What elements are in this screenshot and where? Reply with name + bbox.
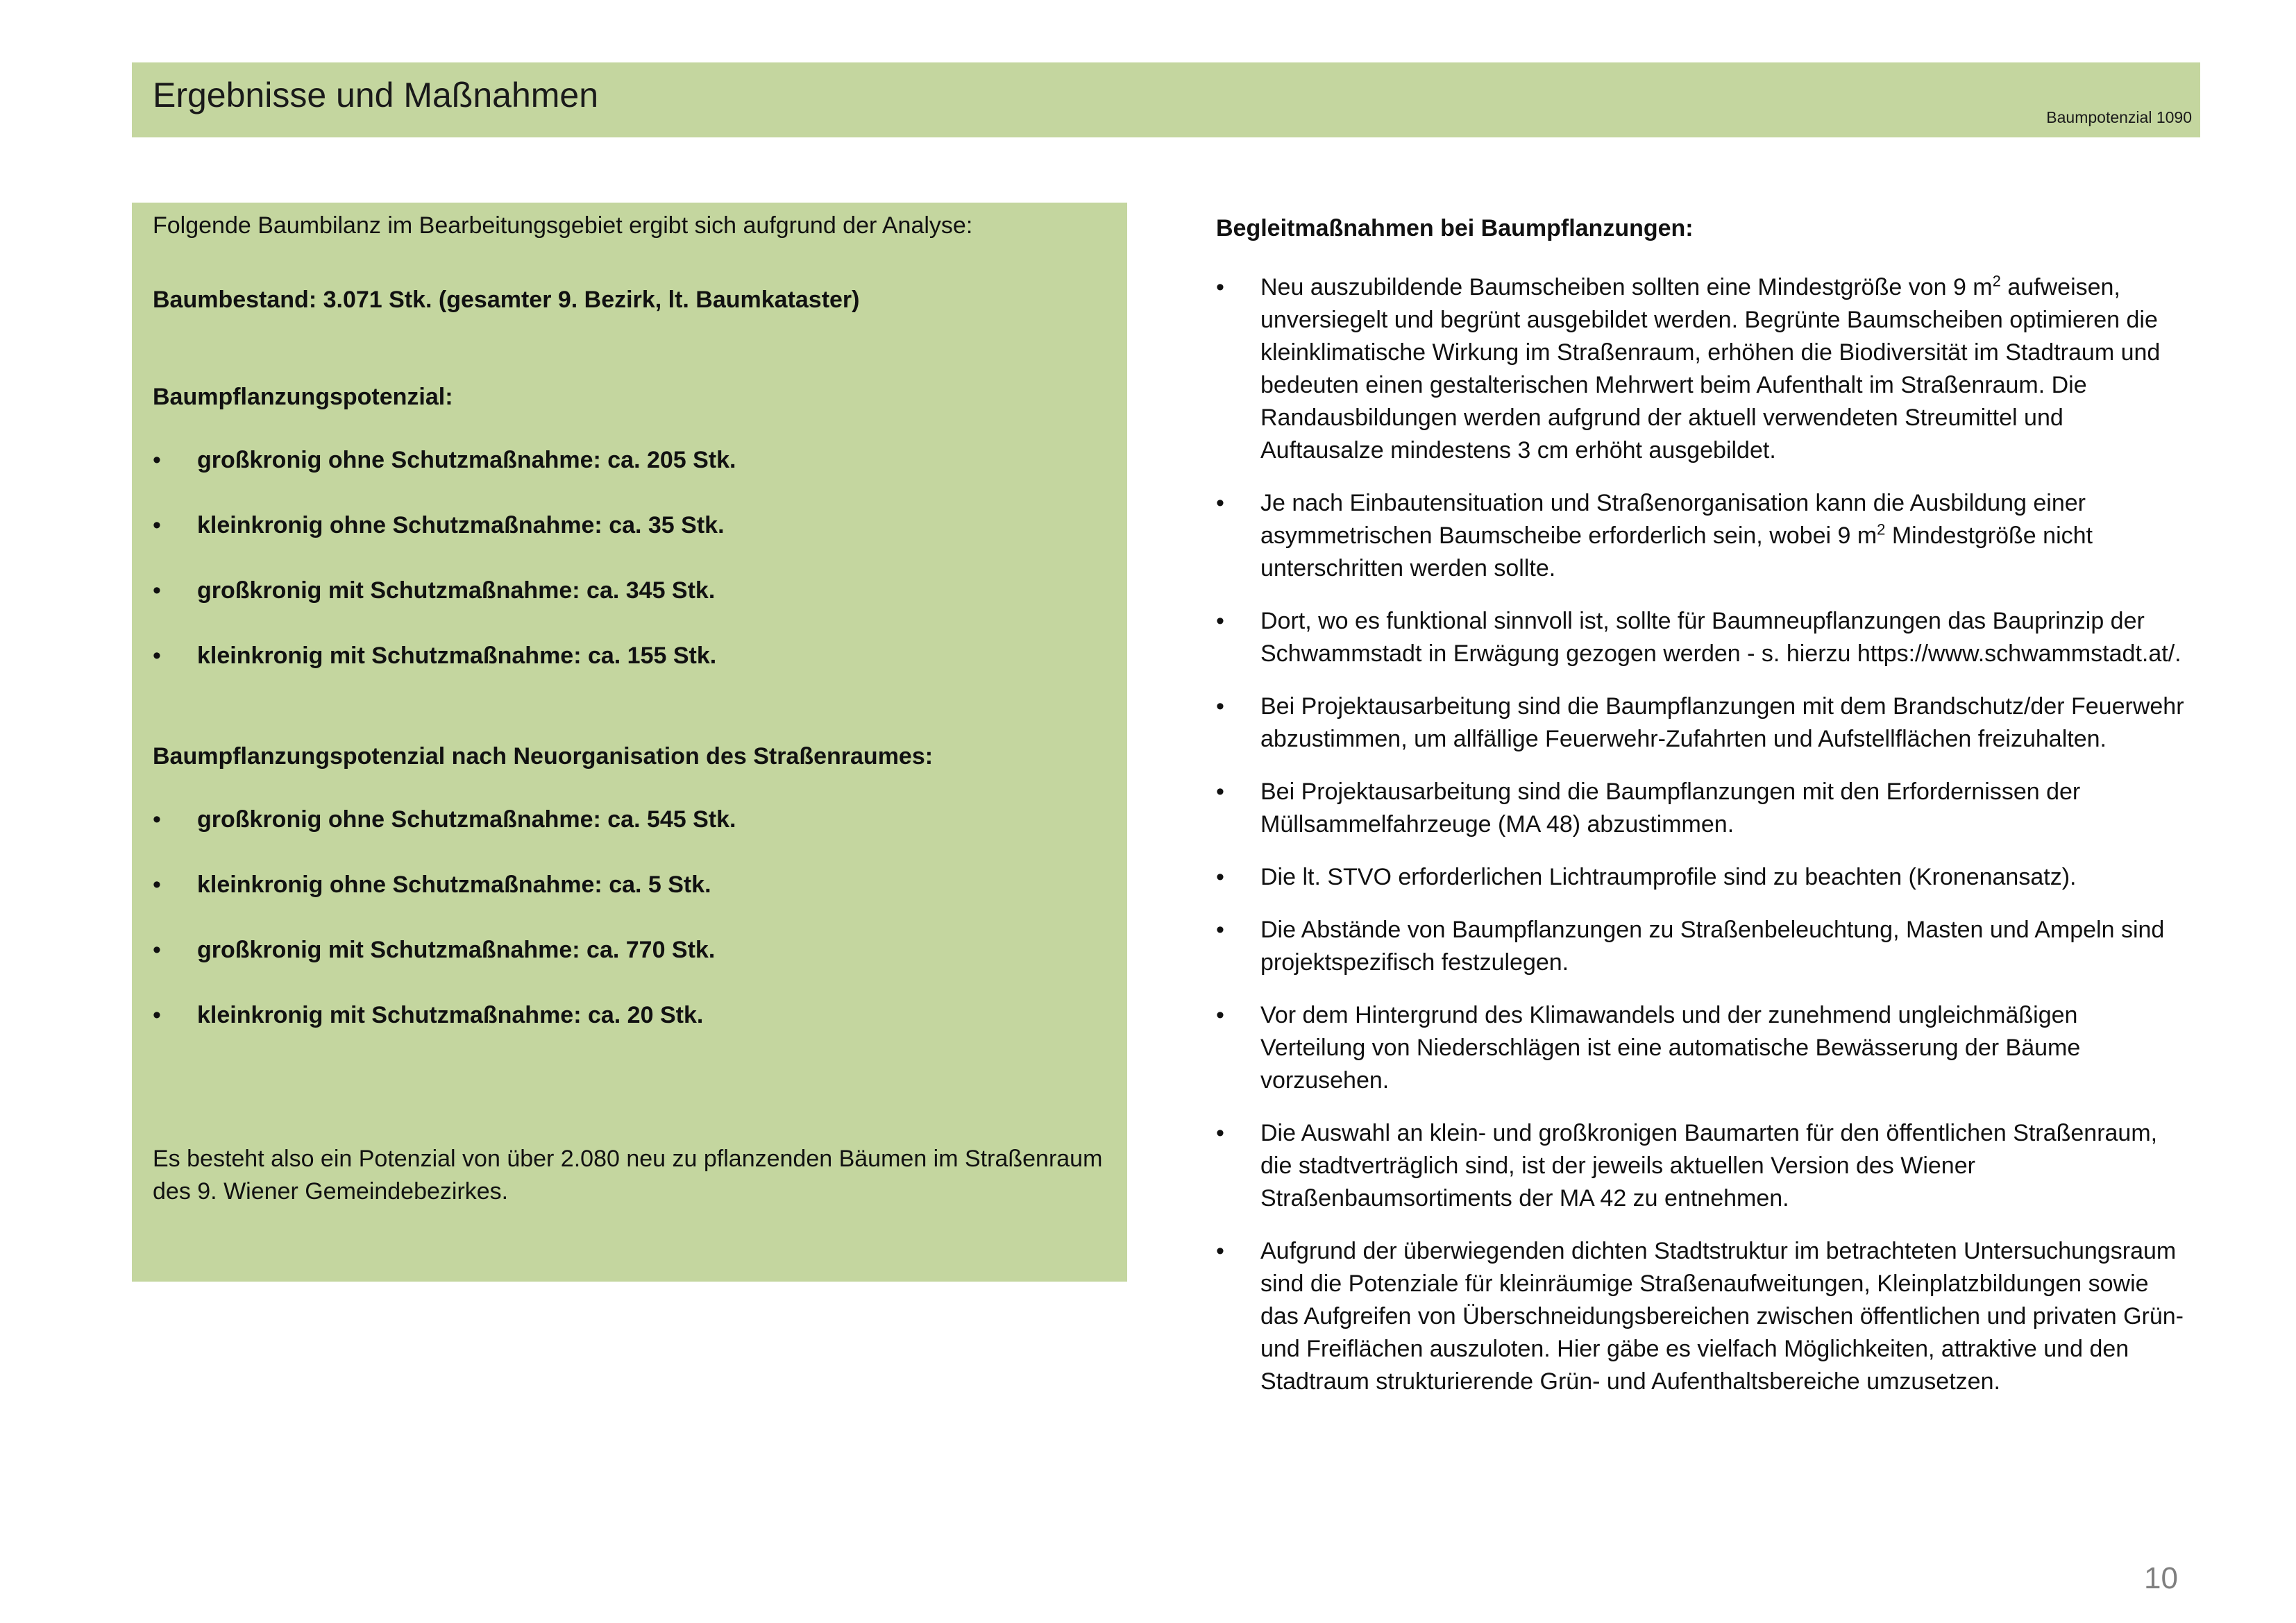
list-item xyxy=(153,577,715,604)
potential-item: großkronig ohne Schutzmaßnahme: ca. 205 Stk. xyxy=(197,447,736,473)
measures-heading: Begleitmaßnahmen bei Baumpflanzungen: xyxy=(1216,215,1694,241)
list-item xyxy=(153,447,736,474)
list-item xyxy=(1216,914,2188,979)
list-item xyxy=(1216,605,2188,670)
list-item xyxy=(1216,861,2188,894)
bullet: • xyxy=(1216,917,1224,943)
list-item xyxy=(1216,1235,2188,1398)
list-item xyxy=(153,643,716,670)
bullet: • xyxy=(153,806,161,833)
bullet: • xyxy=(153,512,161,538)
page-title: Ergebnisse und Maßnahmen xyxy=(153,76,599,114)
list-item xyxy=(153,512,725,539)
bullet: • xyxy=(1216,1120,1224,1146)
bullet: • xyxy=(1216,608,1224,634)
measure-text: Dort, wo es funktional sinnvoll ist, sollte für Baumneupflanzungen das Bauprinzip der Schwammstadt in Erwägung gezogen werden - s. hierzu https://www.schwammstadt.at/. xyxy=(1260,608,2181,667)
bullet: • xyxy=(1216,490,1224,516)
summary-text: Es besteht also ein Potenzial von über 2.080 neu zu pflanzenden Bäumen im Straßenraum des 9. Wiener Gemeindebezirkes. xyxy=(153,1146,1103,1205)
page-number: 10 xyxy=(2144,1561,2178,1595)
bullet: • xyxy=(1216,693,1224,720)
bullet: • xyxy=(1216,274,1224,300)
list-item xyxy=(153,806,736,833)
tree-balance-box xyxy=(132,203,1127,1282)
header-bar xyxy=(132,62,2200,137)
bullet: • xyxy=(1216,864,1224,890)
reorg-heading: Baumpflanzungspotenzial nach Neuorganisation des Straßenraumes: xyxy=(153,743,934,770)
bullet: • xyxy=(153,1002,161,1028)
measure-text: Die Abstände von Baumpflanzungen zu Straßenbeleuchtung, Masten und Ampeln sind projektspezifisch festzulegen. xyxy=(1260,917,2165,976)
bullet: • xyxy=(1216,779,1224,805)
potential-heading: Baumpflanzungspotenzial: xyxy=(153,384,453,410)
reorg-item: kleinkronig mit Schutzmaßnahme: ca. 20 Stk. xyxy=(197,1002,704,1028)
bullet: • xyxy=(153,872,161,898)
bullet: • xyxy=(153,937,161,963)
measures-list xyxy=(1216,271,2188,1398)
list-item xyxy=(1216,271,2188,467)
bullet: • xyxy=(153,447,161,473)
intro-text: Folgende Baumbilanz im Bearbeitungsgebiet ergibt sich aufgrund der Analyse: xyxy=(153,212,973,239)
measure-text: Die lt. STVO erforderlichen Lichtraumprofile sind zu beachten (Kronenansatz). xyxy=(1260,864,2077,890)
measure-text: Bei Projektausarbeitung sind die Baumpflanzungen mit den Erfordernissen der Müllsammelfahrzeuge (MA 48) abzustimmen. xyxy=(1260,779,2081,838)
potential-item: kleinkronig mit Schutzmaßnahme: ca. 155 Stk. xyxy=(197,643,717,669)
list-item xyxy=(1216,487,2188,585)
list-item xyxy=(153,872,711,899)
list-item xyxy=(153,1002,703,1029)
list-item xyxy=(1216,999,2188,1097)
potential-item: großkronig mit Schutzmaßnahme: ca. 345 Stk. xyxy=(197,577,716,604)
measures-column xyxy=(1216,212,2188,1418)
measure-text: Je nach Einbautensituation und Straßenorganisation kann die Ausbildung einer asymmetrischen Baumscheibe erforderlich sein, wobei 9 $m^2$ Mindestgröße nicht unterschritten werden sollte. xyxy=(1260,490,2093,581)
bullet: • xyxy=(1216,1238,1224,1264)
list-item xyxy=(153,937,715,964)
header-subtitle: Baumpotenzial 1090 xyxy=(2046,108,2192,126)
measure-text: Die Auswahl an klein- und großkronigen Baumarten für den öffentlichen Straßenraum, die stadtverträglich sind, ist der jeweils aktuellen Version des Wiener Straßenbaumsortiments der MA 42 zu entnehmen. xyxy=(1260,1120,2158,1212)
list-item xyxy=(1216,690,2188,756)
list-item xyxy=(1216,1117,2188,1215)
measure-text: Aufgrund der überwiegenden dichten Stadtstruktur im betrachteten Untersuchungsraum sind die Potenziale für kleinräumige Straßenaufweitungen, Kleinplatzbildungen sowie das Aufgreifen von Überschneidungsbereichen zwischen öffentlichen und privaten Grün- und Freiflächen auszuloten. Hier gäbe es vielfach Möglichkeiten, attraktive und den Stadtraum strukturierende Grün- und Aufenthaltsbereiche umzusetzen. xyxy=(1260,1238,2184,1395)
reorg-item: großkronig ohne Schutzmaßnahme: ca. 545 Stk. xyxy=(197,806,736,833)
tree-stock: Baumbestand: 3.071 Stk. (gesamter 9. Bezirk, lt. Baumkataster) xyxy=(153,287,860,313)
bullet: • xyxy=(1216,1002,1224,1028)
bullet: • xyxy=(153,577,161,604)
reorg-item: kleinkronig ohne Schutzmaßnahme: ca. 5 Stk. xyxy=(197,872,711,898)
reorg-item: großkronig mit Schutzmaßnahme: ca. 770 Stk. xyxy=(197,937,716,963)
measure-text: Neu auszubildende Baumscheiben sollten eine Mindestgröße von 9 $m^2$ aufweisen, unversiegelt und begrünt ausgebildet werden. Begrünte Baumscheiben optimieren die kleinklimatische Wirkung im Straßenraum, erhöhen die Biodiversität im Stadtraum und bedeuten einen gestalterischen Mehrwert beim Aufenthalt im Straßenraum. Die Randausbildungen werden aufgrund der aktuell verwendeten Streumittel und Auftausalze mindestens 3 cm erhöht ausgebildet. xyxy=(1260,272,2161,464)
measure-text: Vor dem Hintergrund des Klimawandels und der zunehmend ungleichmäßigen Verteilung von Niederschlägen ist eine automatische Bewässerung der Bäume vorzusehen. xyxy=(1260,1002,2081,1094)
measure-text: Bei Projektausarbeitung sind die Baumpflanzungen mit dem Brandschutz/der Feuerwehr abzustimmen, um allfällige Feuerwehr-Zufahrten und Aufstellflächen freizuhalten. xyxy=(1260,693,2184,752)
list-item xyxy=(1216,776,2188,841)
potential-item: kleinkronig ohne Schutzmaßnahme: ca. 35 Stk. xyxy=(197,512,725,538)
bullet: • xyxy=(153,643,161,669)
